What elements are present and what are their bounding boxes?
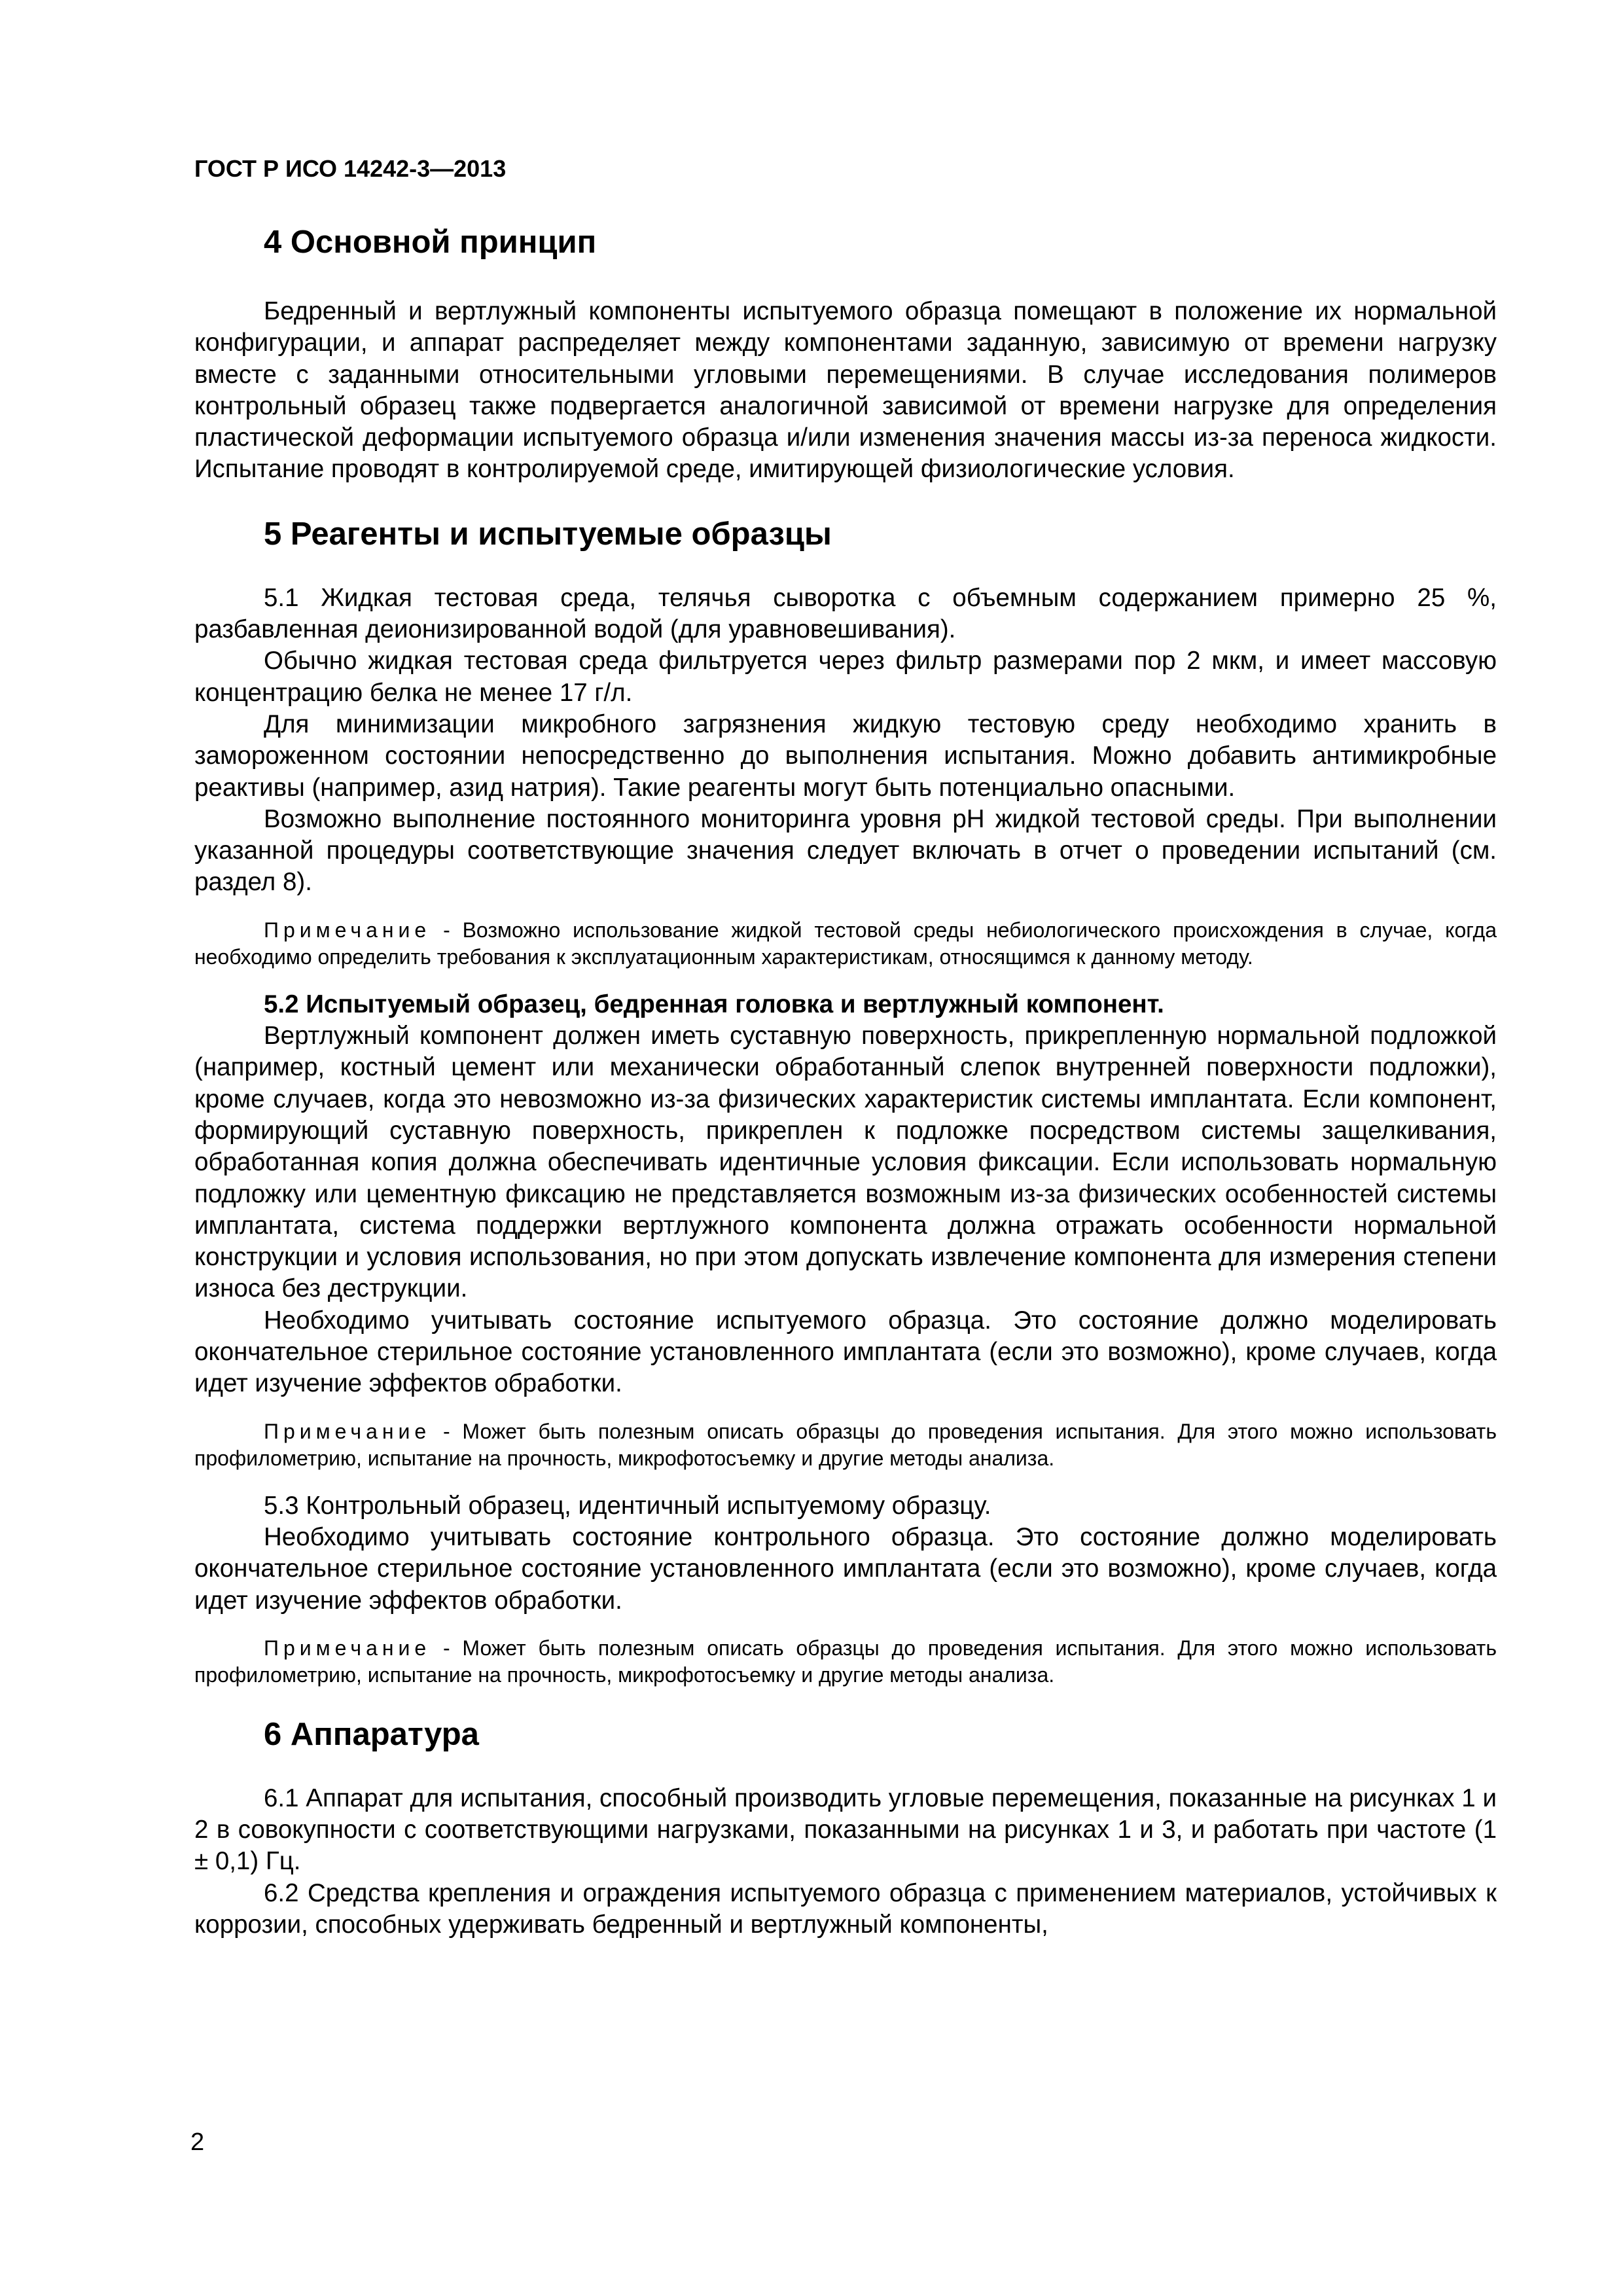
section-5-1-paragraph: 5.1 Жидкая тестовая среда, телячья сыворотка с объемным содержанием примерно 25 %, разбавленная деионизированной водой (для уравновешивания). <box>194 583 1497 644</box>
section-6-title: 6 Аппаратура <box>264 1716 479 1752</box>
section-5-2-condition-paragraph: Необходимо учитывать состояние испытуемого образца. Это состояние должно моделировать окончательное стерильное состояние установленного имплантата (если это возможно), кроме случаев, когда идет изучение эффектов обработки. <box>194 1306 1497 1398</box>
section-4-paragraph: Бедренный и вертлужный компоненты испытуемого образца помещают в положение их нормальной конфигурации, и аппарат распределяет между компонентами заданную, зависимую от времени нагрузку вместе с заданными относительными угловыми перемещениями. В случае исследования полимеров контрольный образец также подвергается аналогичной зависимой от времени нагрузке для определения пластической деформации испытуемого образца и/или изменения значения массы из-за переноса жидкости. Испытание проводят в контролируемой среде, имитирующей физиологические условия. <box>194 297 1497 484</box>
note-text: - Может быть полезным описать образцы до проведения испытания. Для этого можно использовать профилометрию, испытание на прочность, микрофотосъемку и другие методы анализа. <box>194 1419 1497 1470</box>
page-number: 2 <box>190 2128 205 2156</box>
section-5-2-paragraph: Вертлужный компонент должен иметь суставную поверхность, прикрепленную нормальной подложкой (например, костный цемент или механически обработанный слепок внутренней поверхности подложки), кроме случаев, когда это невозможно из-за физических характеристик системы имплантата. Если компонент, формирующий суставную поверхность, прикреплен к подложке посредством системы защелкивания, обработанная копия должна обеспечивать идентичные условия фиксации. Если использовать нормальную подложку или цементную фиксацию не представляется возможным из-за физических особенностей системы имплантата, система поддержки вертлужного компонента должна отражать особенности нормальной конструкции и условия использования, но при этом допускать извлечение компонента для измерения степени износа без деструкции. <box>194 1022 1497 1303</box>
section-5-3-heading: 5.3 Контрольный образец, идентичный испытуемому образцу. <box>264 1491 991 1520</box>
section-5-1-ph-paragraph: Возможно выполнение постоянного мониторинга уровня pH жидкой тестовой среды. При выполнении указанной процедуры соответствующие значения следует включать в отчет о проведении испытаний (см. раздел 8). <box>194 804 1497 897</box>
note-5-3 <box>194 1635 1497 1689</box>
section-6-2-paragraph: 6.2 Средства крепления и ограждения испытуемого образца с применением материалов, устойчивых к коррозии, способных удерживать бедренный и вертлужный компоненты, <box>194 1878 1497 1939</box>
section-5-1-filter-paragraph: Обычно жидкая тестовая среда фильтруется через фильтр размерами пор 2 мкм, и имеет массовую концентрацию белка не менее 17 г/л. <box>194 647 1497 707</box>
note-label: Примечание <box>264 918 431 942</box>
note-text: - Возможно использование жидкой тестовой среды небиологического происхождения в случае, когда необходимо определить требования к эксплуатационным характеристикам, относящимся к данному методу. <box>194 918 1497 969</box>
note-label: Примечание <box>264 1419 431 1443</box>
document-code-header: ГОСТ Р ИСО 14242-3—2013 <box>194 155 507 182</box>
section-5-2-heading: 5.2 Испытуемый образец, бедренная головка и вертлужный компонент. <box>264 990 1164 1018</box>
section-5-3-paragraph: Необходимо учитывать состояние контрольного образца. Это состояние должно моделировать окончательное стерильное состояние установленного имплантата (если это возможно), кроме случаев, когда идет изучение эффектов обработки. <box>194 1522 1497 1615</box>
section-4-title: 4 Основной принцип <box>264 224 597 260</box>
note-label: Примечание <box>264 1636 431 1660</box>
section-5-title: 5 Реагенты и испытуемые образцы <box>264 516 832 552</box>
page-content <box>194 154 1497 1941</box>
note-text: - Может быть полезным описать образцы до проведения испытания. Для этого можно использовать профилометрию, испытание на прочность, микрофотосъемку и другие методы анализа. <box>194 1636 1497 1687</box>
section-5-1-storage-paragraph: Для минимизации микробного загрязнения жидкую тестовую среду необходимо хранить в замороженном состоянии непосредственно до выполнения испытания. Можно добавить антимикробные реактивы (например, азид натрия). Такие реагенты могут быть потенциально опасными. <box>194 709 1497 802</box>
section-6-1-paragraph: 6.1 Аппарат для испытания, способный производить угловые перемещения, показанные на рисунках 1 и 2 в совокупности с соответствующими нагрузками, показанными на рисунках 1 и 3, и работать при частоте (1 ± 0,1) Гц. <box>194 1784 1497 1876</box>
note-5-2 <box>194 1418 1497 1472</box>
note-5-1 <box>194 917 1497 971</box>
